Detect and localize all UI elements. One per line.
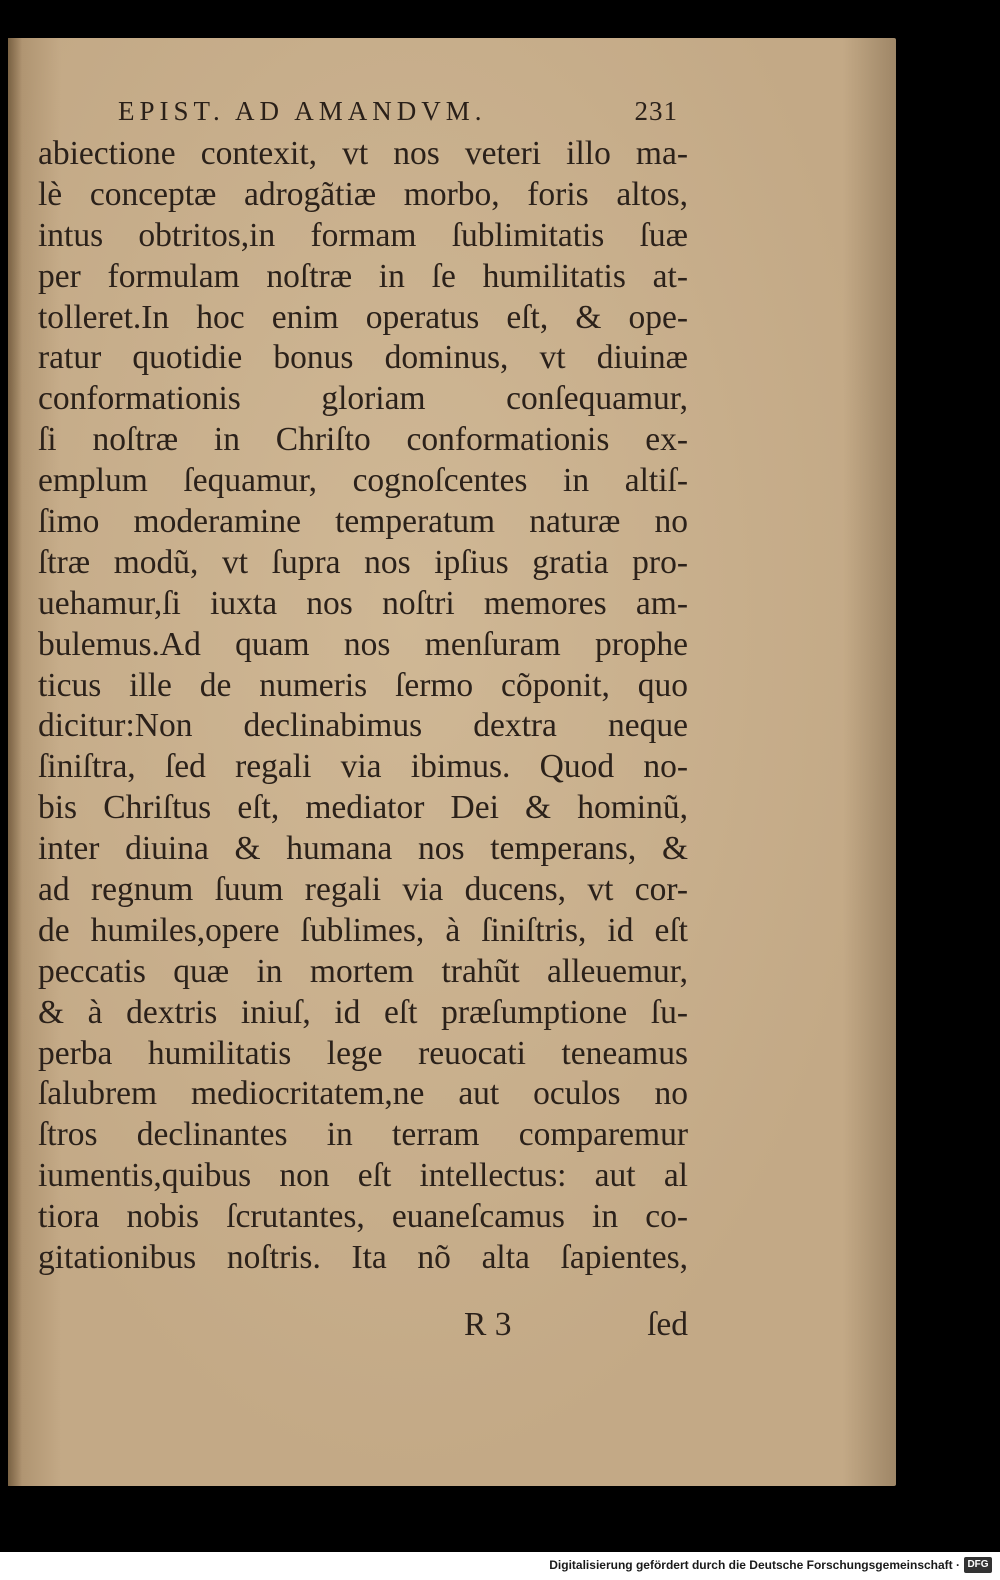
running-title: EPIST. AD AMANDVM. (118, 96, 487, 126)
text-line: per formulam noſtræ in ſe humilitatis at- (38, 257, 688, 295)
text-line: conformationis gloriam conſequamur, (38, 380, 688, 418)
text-line: emplum ſequamur, cognoſcentes in altiſ- (38, 462, 688, 500)
text-line: inter diuina & humana nos temperans, & (38, 830, 688, 868)
text-line: de humiles,opere ſublimes, à ſiniſtris, id eſt (38, 911, 688, 949)
body-text (38, 134, 688, 1279)
text-line: bis Chriſtus eſt, mediator Dei & hominũ, (38, 789, 688, 827)
text-line: lè conceptæ adrogãtiæ morbo, foris altos, (38, 175, 688, 213)
text-line: ratur quotidie bonus dominus, vt diuinæ (38, 339, 688, 377)
text-line: dicitur:Non declinabimus dextra neque (38, 707, 688, 745)
signature-mark: R 3 (464, 1306, 512, 1343)
text-line: perba humilitatis lege reuocati teneamus (38, 1034, 688, 1072)
text-line: ſtræ modũ, vt ſupra nos ipſius gratia pro- (38, 543, 688, 581)
page-header (118, 96, 678, 136)
page-footer (38, 1306, 688, 1348)
text-line: ſtros declinantes in terram comparemur (38, 1116, 688, 1154)
text-line: uehamur,ſi iuxta nos noſtri memores am- (38, 584, 688, 622)
text-line: ſimo moderamine temperatum naturæ no (38, 503, 688, 541)
text-line: ticus ille de numeris ſermo cõponit, quo (38, 666, 688, 704)
dfg-logo: DFG (964, 1557, 992, 1573)
catchword: ſed (647, 1306, 688, 1343)
text-line: tolleret.In hoc enim operatus eſt, & ope- (38, 298, 688, 336)
page-binding-shadow (8, 38, 22, 1486)
text-line: ſi noſtræ in Chriſto conformationis ex- (38, 421, 688, 459)
credit-text: Digitalisierung gefördert durch die Deutsche Forschungsgemeinschaft · (549, 1558, 960, 1572)
page-number: 231 (634, 96, 678, 126)
text-line: abiectione contexit, vt nos veteri illo ma- (38, 135, 688, 172)
text-line: ſiniſtra, ſed regali via ibimus. Quod no- (38, 748, 688, 786)
text-line: ad regnum ſuum regali via ducens, vt cor- (38, 871, 688, 909)
text-line: iumentis,quibus non eſt intellectus: aut al (38, 1157, 688, 1195)
text-line: peccatis quæ in mortem trahũt alleuemur, (38, 952, 688, 990)
text-line: gitationibus noſtris. Ita nõ alta ſapientes, (38, 1239, 688, 1277)
text-line: ſalubrem mediocritatem,ne aut oculos no (38, 1075, 688, 1113)
digitization-credit-bar (0, 1552, 1000, 1580)
text-line: intus obtritos,in formam ſublimitatis ſuæ (38, 216, 688, 254)
text-line: bulemus.Ad quam nos menſuram prophe (38, 625, 688, 663)
text-line: & à dextris iniuſ, id eſt præſumptione ſu- (38, 993, 688, 1031)
text-line: tiora nobis ſcrutantes, euaneſcamus in co- (38, 1198, 688, 1236)
